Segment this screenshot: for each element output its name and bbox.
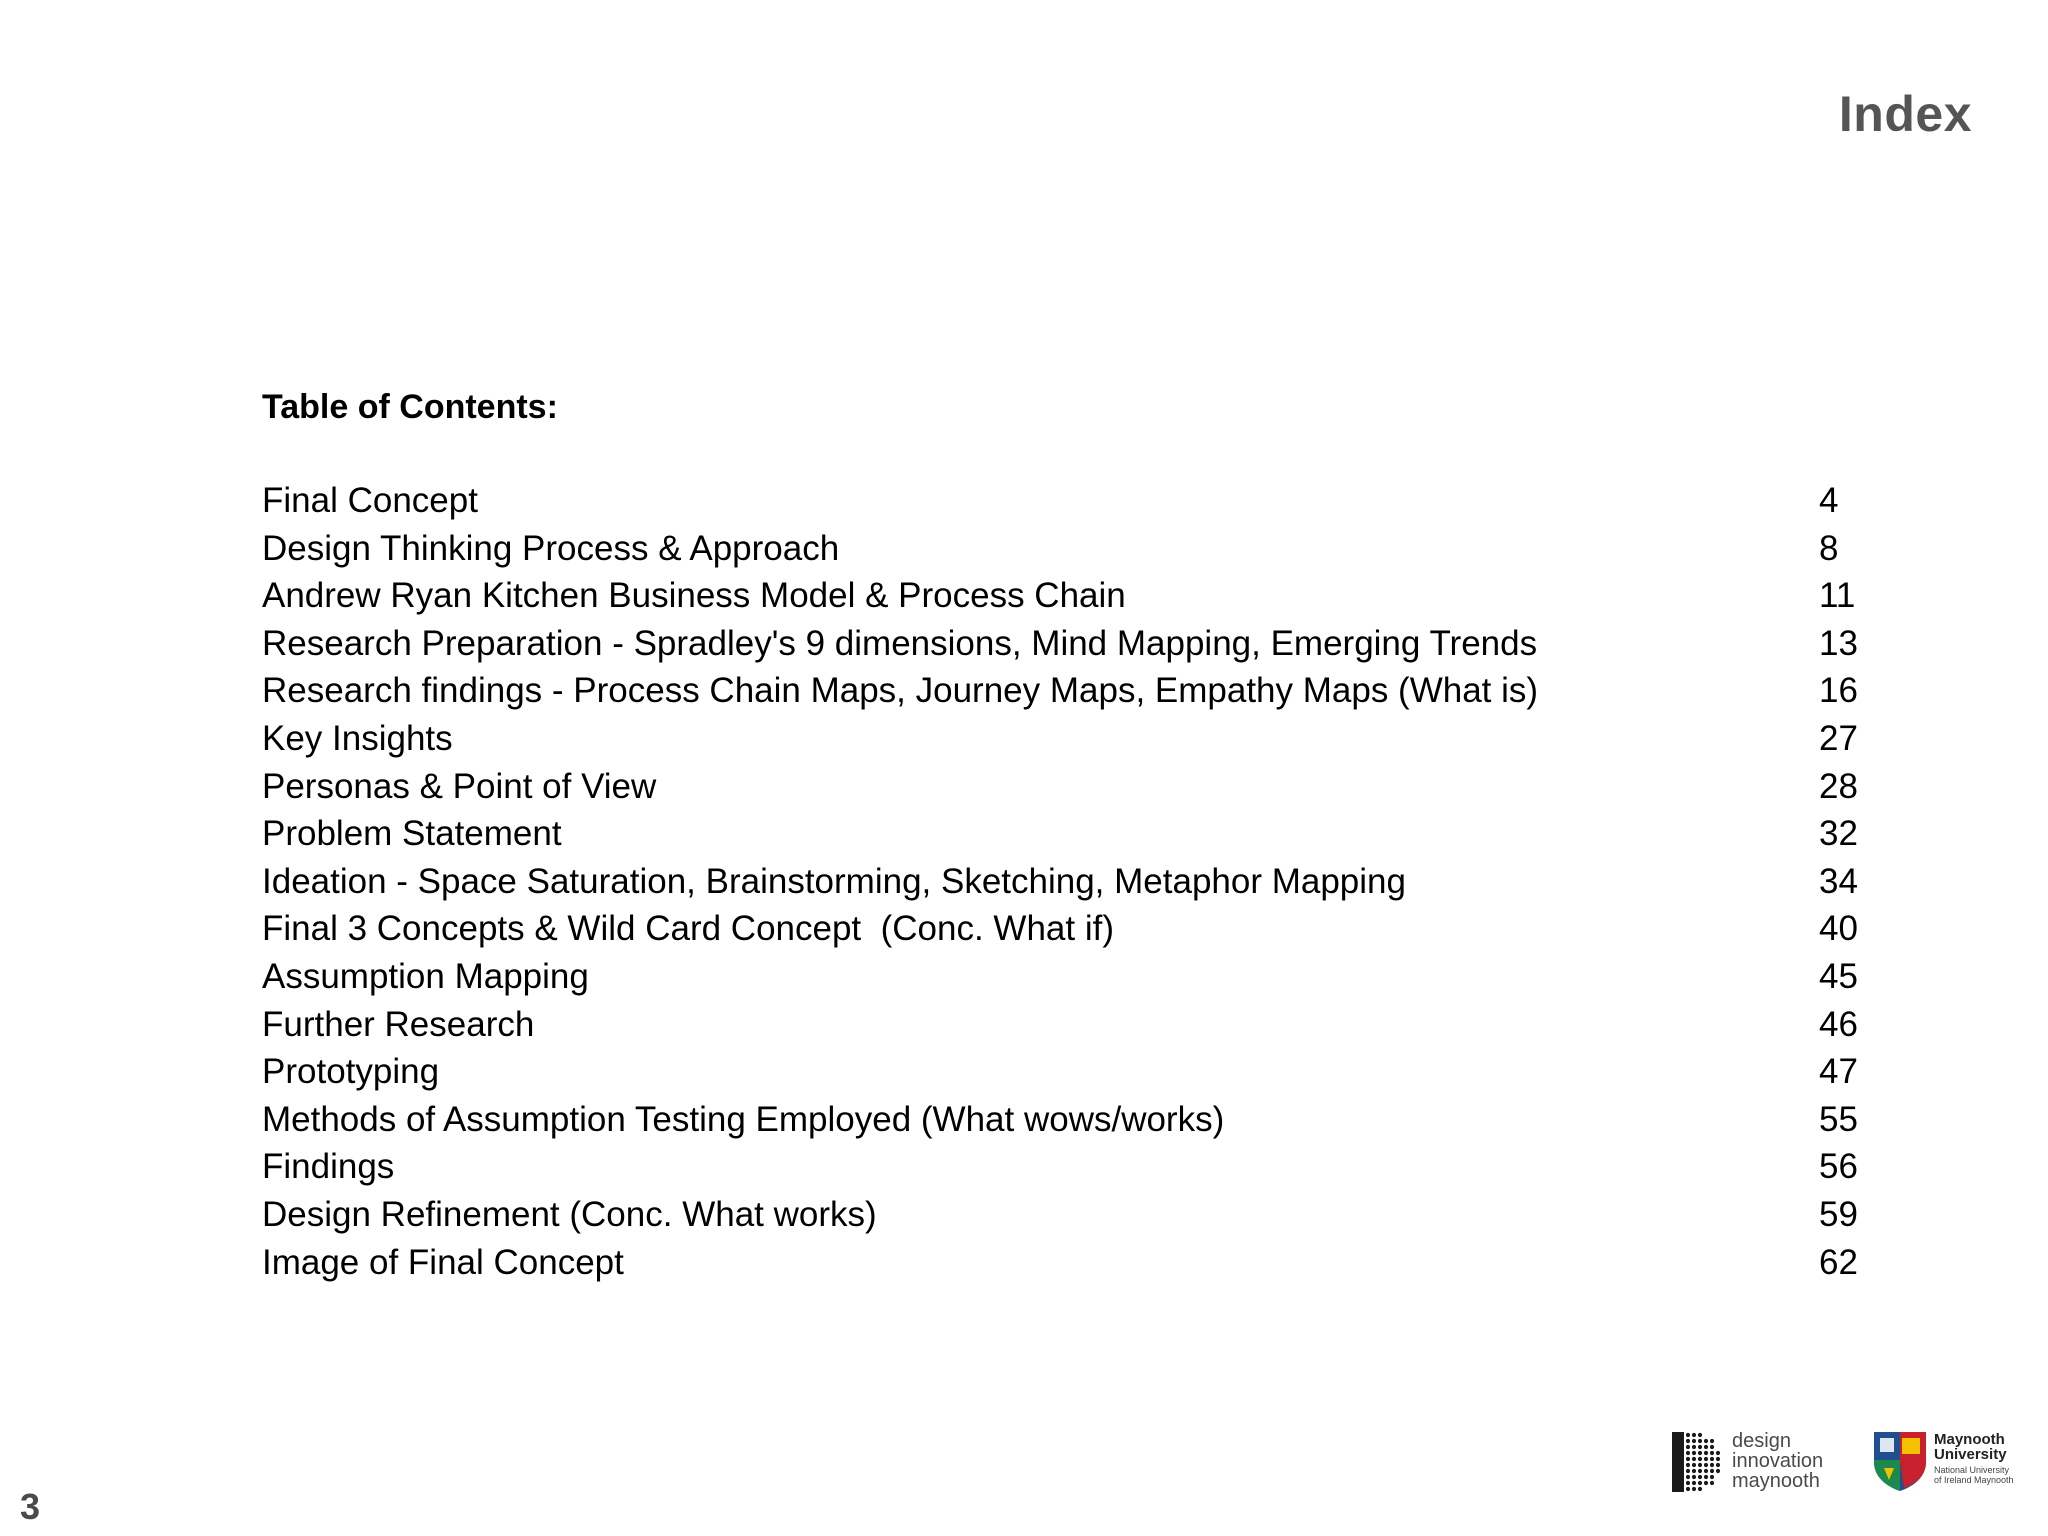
toc-entry[interactable] [262, 1239, 1862, 1287]
toc-entry[interactable] [262, 1191, 1862, 1239]
dim-logo-line3: maynooth [1732, 1470, 1820, 1492]
toc-list [262, 477, 1862, 1286]
maynooth-logo-subtitle [1934, 1465, 2014, 1485]
toc-entry-label: Design Thinking Process & Approach [262, 528, 840, 568]
page-title: Index [1838, 86, 1972, 142]
toc-entry[interactable] [262, 810, 1862, 858]
maynooth-university-logo [1872, 1428, 2032, 1498]
crest-icon [1872, 1430, 1928, 1492]
slide-number: 3 [20, 1486, 41, 1527]
toc-entry-label: Prototyping [262, 1052, 440, 1092]
dim-logo-line2: innovation [1732, 1450, 1824, 1472]
toc-entry[interactable] [262, 858, 1862, 906]
maynooth-logo-line1: Maynooth [1934, 1431, 2005, 1448]
toc-entry-label: Ideation - Space Saturation, Brainstorming, Sketching, Metaphor Mapping [262, 861, 1406, 901]
toc-entry-page: 59 [1819, 1194, 1858, 1234]
toc-entry[interactable] [262, 763, 1862, 811]
toc-entry-label: Image of Final Concept [262, 1242, 624, 1282]
toc-entry-label: Problem Statement [262, 814, 562, 854]
toc-entry-page: 16 [1819, 671, 1858, 711]
toc-entry-label: Andrew Ryan Kitchen Business Model & Process Chain [262, 576, 1126, 616]
toc-entry-page: 8 [1819, 528, 1839, 568]
toc-entry-page: 4 [1819, 481, 1839, 520]
maynooth-logo-name [1934, 1432, 2007, 1462]
toc-entry-page: 56 [1819, 1147, 1858, 1187]
dotted-d-icon [1672, 1432, 1726, 1492]
toc-entry[interactable] [262, 1096, 1862, 1144]
maynooth-logo-line3: National University [1934, 1465, 2010, 1475]
toc-entry-label: Design Refinement (Conc. What works) [262, 1194, 877, 1234]
toc-entry-page: 11 [1819, 576, 1856, 616]
toc-entry-page: 32 [1819, 814, 1858, 854]
toc-entry-page: 27 [1819, 718, 1858, 758]
maynooth-logo-line2: University [1934, 1446, 2007, 1463]
toc-entry[interactable] [262, 1048, 1862, 1096]
toc-entry-label: Research findings - Process Chain Maps, Journey Maps, Empathy Maps (What is) [262, 671, 1539, 711]
design-innovation-maynooth-logo [1672, 1428, 1892, 1498]
toc-entry-page: 45 [1819, 956, 1858, 996]
toc-entry[interactable] [262, 620, 1862, 668]
toc-heading: Table of Contents: [262, 388, 558, 426]
toc-entry[interactable] [262, 1143, 1862, 1191]
toc-entry[interactable] [262, 1001, 1862, 1049]
toc-entry-label: Research Preparation - Spradley's 9 dimensions, Mind Mapping, Emerging Trends [262, 623, 1538, 663]
toc-entry-label: Findings [262, 1147, 395, 1187]
dim-logo-text [1732, 1431, 1823, 1491]
toc-entry-page: 62 [1819, 1242, 1858, 1282]
toc-entry[interactable] [262, 905, 1862, 953]
toc-entry-page: 55 [1819, 1099, 1858, 1139]
toc-entry[interactable] [262, 525, 1862, 573]
toc-entry[interactable] [262, 953, 1862, 1001]
toc-entry-label: Personas & Point of View [262, 766, 657, 806]
toc-entry-label: Assumption Mapping [262, 956, 589, 996]
toc-entry-label: Final 3 Concepts & Wild Card Concept (Conc. What if) [262, 909, 1114, 949]
toc-entry-page: 40 [1819, 909, 1858, 949]
toc-entry[interactable] [262, 477, 1862, 525]
toc-entry-label: Methods of Assumption Testing Employed (What wows/works) [262, 1099, 1225, 1139]
maynooth-logo-line4: of Ireland Maynooth [1934, 1475, 2014, 1485]
toc-entry-page: 28 [1819, 766, 1858, 806]
dim-logo-line1: design [1732, 1430, 1791, 1452]
toc-entry-label: Final Concept [262, 481, 478, 520]
toc-entry-page: 47 [1819, 1052, 1858, 1092]
toc-entry-page: 34 [1819, 861, 1858, 901]
table-of-contents [262, 383, 1862, 1286]
toc-entry[interactable] [262, 715, 1862, 763]
toc-entry-label: Key Insights [262, 718, 453, 758]
toc-entry[interactable] [262, 667, 1862, 715]
toc-entry-label: Further Research [262, 1004, 535, 1044]
toc-entry[interactable] [262, 572, 1862, 620]
toc-entry-page: 46 [1819, 1004, 1858, 1044]
toc-entry-page: 13 [1819, 623, 1858, 663]
